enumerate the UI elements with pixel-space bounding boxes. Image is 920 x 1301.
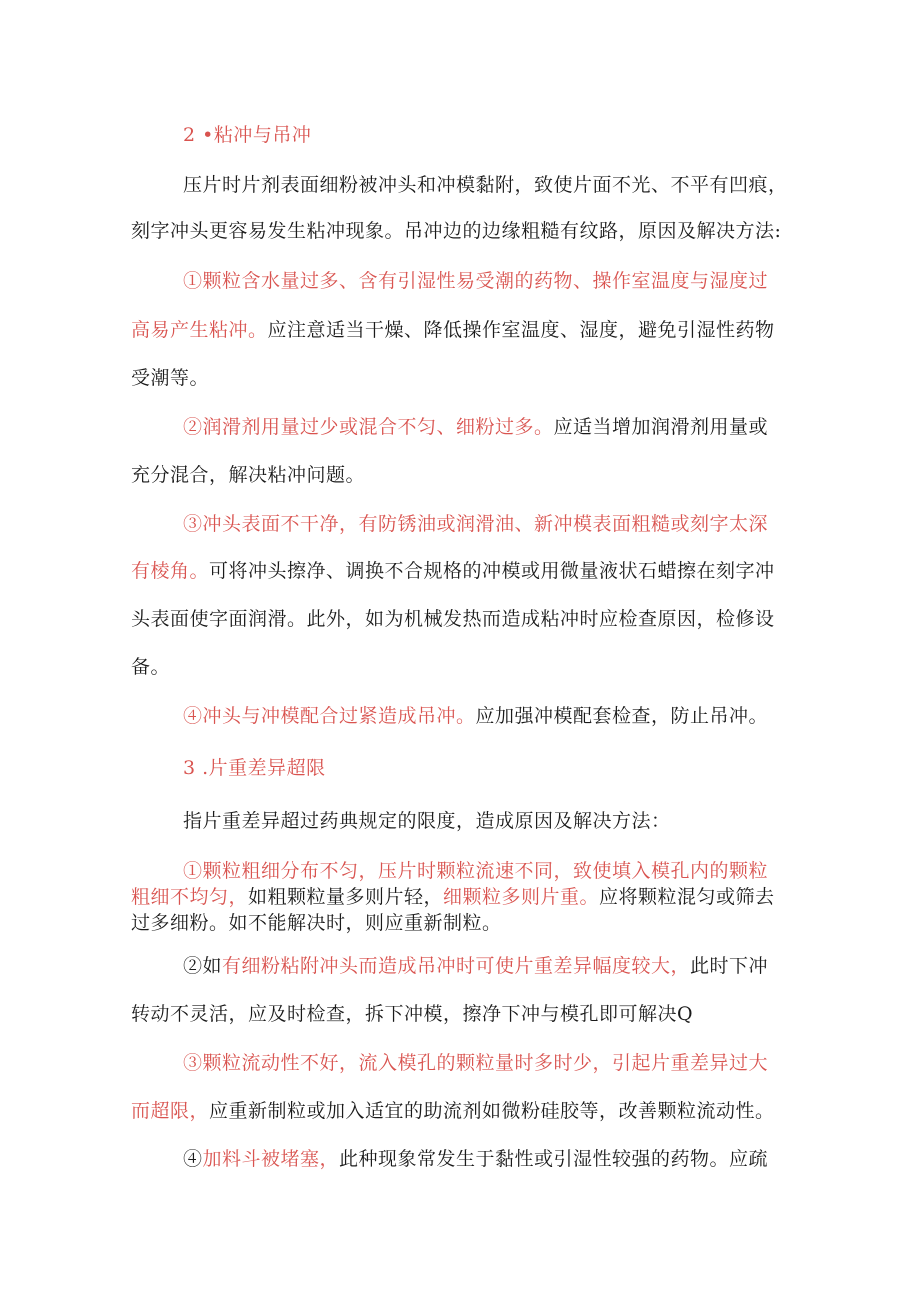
section-heading xyxy=(183,755,326,781)
paragraph-line xyxy=(131,558,775,584)
paragraph-line xyxy=(131,654,170,680)
paragraph-line xyxy=(131,317,775,343)
body-text: 受潮等。 xyxy=(131,367,210,389)
body-text: 刻字冲头更容易发生粘冲现象。吊冲边的边缘粗糙有纹路，原因及解决方法: xyxy=(131,220,782,242)
body-text: 应注意适当干燥、降低操作室温度、湿度，避免引湿性药物 xyxy=(267,319,775,341)
heading-text: 3 .片重差异超限 xyxy=(183,757,326,779)
body-text: 此时下冲 xyxy=(690,955,769,977)
paragraph-line xyxy=(183,172,788,198)
paragraph-line xyxy=(183,511,768,537)
body-text: ②如 xyxy=(183,955,223,977)
paragraph-line xyxy=(183,414,768,440)
body-text: 此种现象常发生于黏性或引湿性较强的药物。应疏 xyxy=(339,1148,769,1170)
highlighted-text: ③冲头表面不干净，有防锈油或润滑油、新冲模表面粗糙或刻字太深 xyxy=(183,513,769,535)
highlighted-text: 有棱角。 xyxy=(131,560,210,582)
paragraph-line xyxy=(183,808,671,834)
body-text: 压片时片剂表面细粉被冲头和冲模黏附，致使片面不光、不平有凹痕， xyxy=(183,174,788,196)
body-text: 可将冲头擦净、调换不合规格的冲模或用微量液状石蜡擦在刻字冲 xyxy=(209,560,775,582)
body-text: 应重新制粒或加入适宜的助流剂如微粉硅胶等，改善颗粒流动性。 xyxy=(209,1100,775,1122)
paragraph-line xyxy=(183,703,768,729)
body-text: 应加强冲模配套检查，防止吊冲。 xyxy=(475,705,769,727)
highlighted-text: ②润滑剂用量过少或混合不匀、细粉过多。 xyxy=(183,416,554,438)
highlighted-text: 有细粉粘附冲头而造成吊冲时可使片重差异幅度较大， xyxy=(222,955,691,977)
paragraph-line xyxy=(183,1050,768,1076)
body-text: 指片重差异超过药典规定的限度，造成原因及解决方法： xyxy=(183,810,671,832)
paragraph-line xyxy=(131,365,209,391)
body-text: 应适当增加润滑剂用量或 xyxy=(553,416,769,438)
paragraph-line xyxy=(131,462,365,488)
paragraph-line xyxy=(131,1098,775,1124)
highlighted-text: 细颗粒多则片重。 xyxy=(443,886,600,908)
highlighted-text: 而超限， xyxy=(131,1100,210,1122)
body-text: 头表面使字面润滑。此外，如为机械发热而造成粘冲时应检查原因，检修设 xyxy=(131,608,775,630)
body-text: 转动不灵活，应及时检查，拆下冲模，擦净下冲与模孔即可解决Q xyxy=(131,1003,694,1025)
highlighted-text: 高易产生粘冲。 xyxy=(131,319,268,341)
section-heading xyxy=(183,122,311,148)
paragraph-line xyxy=(131,606,775,632)
paragraph-line xyxy=(183,1146,768,1172)
highlighted-text: ①颗粒含水量过多、含有引湿性易受潮的药物、操作室温度与湿度过 xyxy=(183,270,769,292)
paragraph-line xyxy=(183,858,768,884)
body-text: 如粗颗粒量多则片轻， xyxy=(248,886,444,908)
highlighted-text: ④冲头与冲模配合过紧造成吊冲。 xyxy=(183,705,476,727)
heading-text: 2 •粘冲与吊冲 xyxy=(183,124,312,146)
paragraph-line xyxy=(183,953,768,979)
paragraph-line xyxy=(131,218,781,244)
highlighted-text: 加料斗被堵塞， xyxy=(202,1148,340,1170)
body-text: 过多细粉。如不能解决时，则应重新制粒。 xyxy=(131,912,502,934)
highlighted-text: ③颗粒流动性不好，流入模孔的颗粒量时多时少，引起片重差异过大 xyxy=(183,1052,769,1074)
paragraph-line xyxy=(183,268,768,294)
highlighted-text: ①颗粒粗细分布不匀，压片时颗粒流速不同，致使填入模孔内的颗粒 xyxy=(183,860,769,882)
body-text: 充分混合，解决粘冲问题。 xyxy=(131,464,366,486)
body-text: 应将颗粒混匀或筛去 xyxy=(599,886,775,908)
paragraph-line xyxy=(131,910,502,936)
body-text: ④ xyxy=(183,1148,203,1170)
paragraph-line xyxy=(131,884,775,910)
paragraph-line xyxy=(131,1001,693,1027)
highlighted-text: 粗细不均匀， xyxy=(131,886,249,908)
body-text: 备。 xyxy=(131,656,171,678)
